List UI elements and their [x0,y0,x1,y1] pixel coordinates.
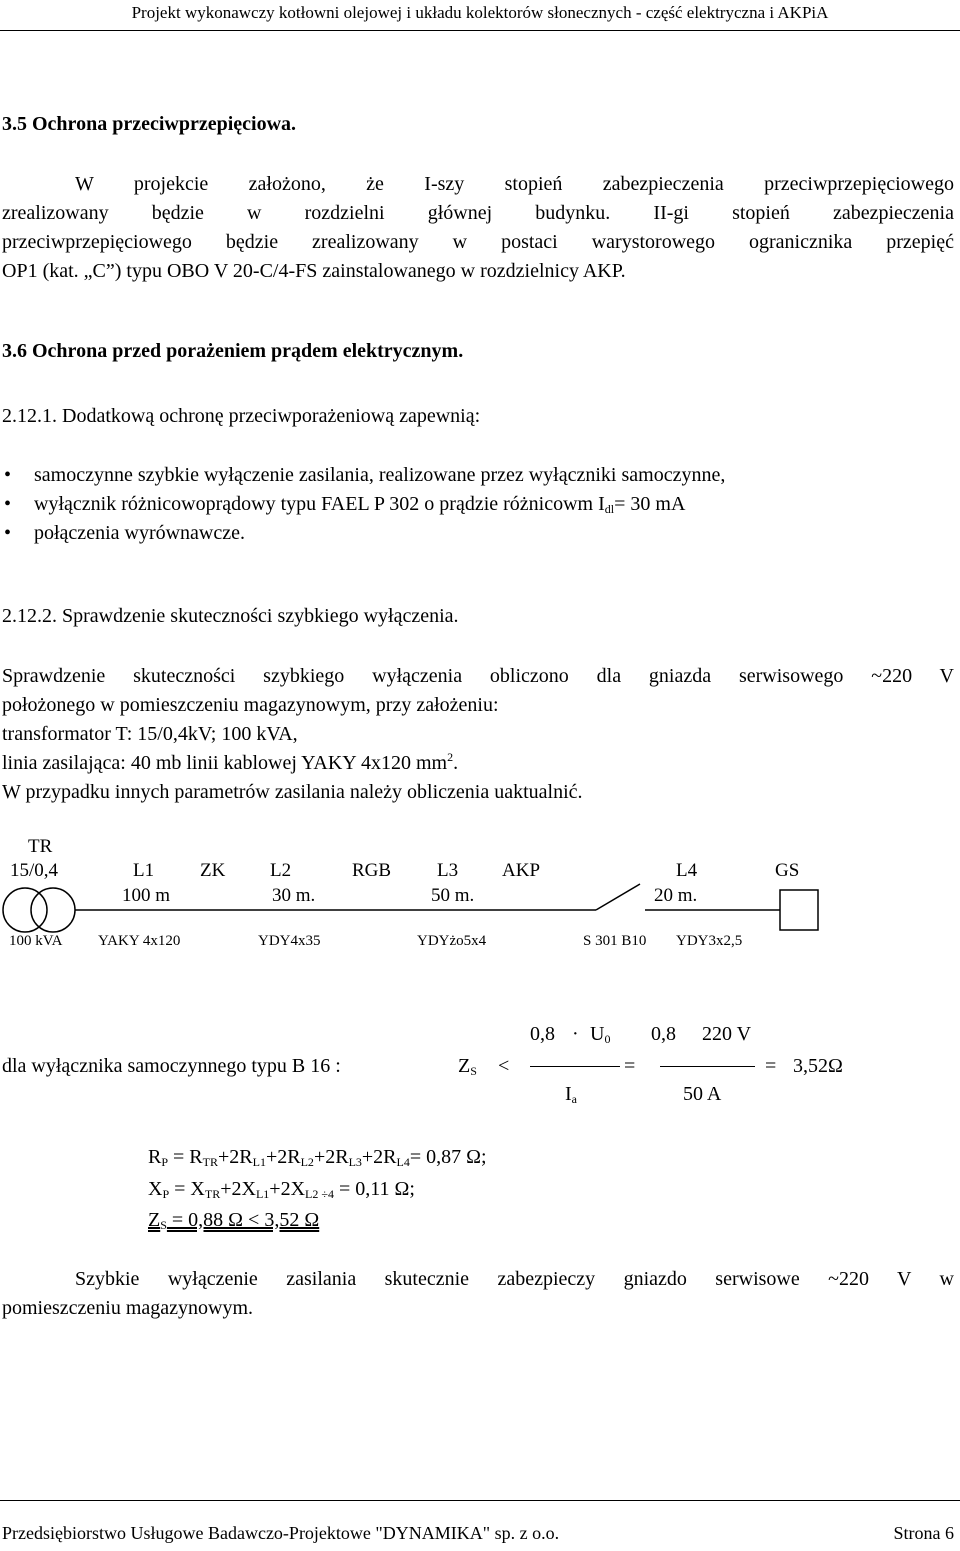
s35-line-2: zrealizowany będzie w rozdzielni głównej budynku. II-gi stopień zabezpieczenia [2,202,954,224]
calc-xp [148,1178,415,1201]
formula-i-sub: a [571,1092,577,1106]
formula-num1-u [590,1023,610,1046]
header-title: Projekt wykonawczy kotłowni olejowej i układu kolektorów słonecznych - część elektryczna i AKPiA [131,3,829,22]
formula-i-symbol: I [565,1083,572,1105]
breaker-switch-icon [596,884,640,910]
rp-c-sub: L1 [252,1155,266,1169]
diagram-length-l1: 100 m [122,885,171,906]
transformer-winding-1-icon [3,888,47,932]
diagram-length-l4: 20 m. [654,885,698,906]
fraction-bar-1 [530,1066,620,1067]
transformer-winding-2-icon [31,888,75,932]
diagram-label-l3: L3 [437,860,459,881]
rp-a-sub: P [161,1155,169,1169]
assumption-line-4 [2,749,954,778]
rp-f-sub: L4 [396,1155,410,1169]
conclusion-line-1: Szybkie wyłączenie zasilania skutecznie zabezpieczy gniazdo serwisowe ~220 V w [75,1268,954,1290]
rp-g: = 0,87 Ω; [409,1146,487,1168]
rp-e-sub: L3 [348,1155,362,1169]
formula-den1 [565,1083,577,1106]
formula-u-sub: 0 [604,1032,611,1046]
xp-a-sub: P [162,1187,170,1201]
assumption-line-5: W przypadku innych parametrów zasilania należy obliczenia uaktualnić. [2,781,583,803]
formula-zs-symbol: Z [458,1055,471,1077]
zs-a-sub: S [160,1218,167,1232]
diagram-kva: 100 kVA [9,933,63,949]
calc-zs [148,1209,319,1232]
formula-lt: < [498,1055,510,1077]
assumption-line-1: Sprawdzenie skuteczności szybkiego wyłączenia obliczono dla gniazda serwisowego ~220 V [2,665,954,687]
formula-num1-dot: · [572,1023,579,1045]
rp-b-sub: TR [202,1155,218,1169]
rp-d: +2R [265,1146,301,1168]
formula-eq1: = [624,1055,636,1077]
diagram-length-l2: 30 m. [272,885,316,906]
diagram-label-gs: GS [775,860,800,881]
formula-u-symbol: U [590,1023,605,1045]
subsection-2-12-2: 2.12.2. Sprawdzenie skuteczności szybkiego wyłączenia. [2,605,459,627]
s35-line-3: przeciwprzepięciowego będzie zrealizowany w postaci warystorowego ogranicznika przepięć [2,231,954,253]
bullet-text-2: wyłącznik różnicowoprądowy typu FAEL P 302 o prądzie różnicowm I [34,493,605,515]
xp-d: +2X [269,1178,306,1200]
formula-zs [458,1055,477,1078]
formula-num1-a: 0,8 [530,1023,555,1045]
bullet-text-1: samoczynne szybkie wyłączenie zasilania, realizowane przez wyłączniki samoczynne, [34,464,726,486]
s35-line-4: OP1 (kat. „C”) typu OBO V 20-C/4-FS zainstalowanego w rozdzielnicy AKP. [2,260,626,282]
diagram-cable-2: YDY4x35 [258,933,321,949]
diagram-label-l1: L1 [133,860,155,881]
formula-zs-sub: S [470,1064,477,1078]
formula-num2-b: 220 V [702,1023,752,1045]
diagram-label-l4: L4 [676,860,698,881]
page-header [0,0,960,31]
zs-b: = 0,88 Ω < 3,52 Ω [166,1209,320,1231]
formula-den2: 50 A [683,1083,722,1105]
bullet-text-2-post: = 30 mA [614,493,686,515]
list-item [4,461,725,490]
xp-a: X [148,1178,163,1200]
conclusion-line-2: pomieszczeniu magazynowym. [2,1297,254,1319]
bullet-icon: • [4,522,12,544]
xp-b: = X [169,1178,205,1200]
rp-c: +2R [218,1146,253,1168]
diagram-tr-label: TR [28,836,53,857]
bullet-icon: • [4,464,12,486]
rp-f: +2R [361,1146,397,1168]
s35-line-1: W projekcie założono, że I-szy stopień zabezpieczenia przeciwprzepięciowego [75,173,954,195]
assumption-line-2: położonego w pomieszczeniu magazynowym, przy założeniu: [2,694,499,716]
bullet-icon: • [4,493,12,515]
diagram-label-rgb: RGB [352,860,392,881]
assumption-line-3: transformator T: 15/0,4kV; 100 kVA, [2,723,298,745]
diagram-cable-3: YDYżo5x4 [417,933,487,949]
diagram-cable-4: YDY3x2,5 [676,933,743,949]
rp-a: R [148,1146,162,1168]
xp-d-sub: L2 ÷4 [305,1187,334,1201]
list-item [4,519,725,548]
xp-b-sub: TR [204,1187,221,1201]
socket-box-icon [780,890,818,930]
subsection-2-12-1: 2.12.1. Dodatkową ochronę przeciwporażeniową zapewnią: [2,405,481,427]
assumption-line-4-text: linia zasilająca: 40 mb linii kablowej YAKY 4x120 mm [2,752,448,774]
zs-a: Z [148,1209,161,1231]
xp-e: = 0,11 Ω; [333,1178,415,1200]
section-3-5-paragraph [2,170,954,286]
rp-d-sub: L2 [300,1155,314,1169]
calc-assumptions-paragraph [2,662,954,807]
assumption-line-4-end: . [453,752,459,774]
mm-squared-sup: 2 [447,750,454,764]
conclusion-paragraph [2,1265,954,1323]
formula-label: dla wyłącznika samoczynnego typu B 16 : [2,1055,341,1077]
formula-eq2: = [765,1055,777,1077]
formula-result: 3,52Ω [793,1055,843,1077]
diagram-label-akp: AKP [502,860,541,881]
rp-e: +2R [313,1146,349,1168]
diagram-length-l3: 50 m. [431,885,475,906]
diagram-cable-1: YAKY 4x120 [98,933,181,949]
diagram-label-l2: L2 [270,860,292,881]
diagram-tr-ratio: 15/0,4 [10,860,59,881]
fraction-bar-2 [660,1066,755,1067]
bullet-text-2-sub: dl [604,502,615,516]
formula-num2-a: 0,8 [651,1023,676,1045]
diagram-label-zk: ZK [200,860,226,881]
rp-b: = R [168,1146,203,1168]
xp-c-sub: L1 [255,1187,270,1201]
footer-page-number: Strona 6 [893,1523,954,1543]
xp-c: +2X [220,1178,256,1200]
diagram-breaker: S 301 B10 [583,933,647,949]
protection-bullet-list [4,461,725,548]
footer-company: Przedsiębiorstwo Usługowe Badawczo-Projektowe "DYNAMIKA" sp. z o.o. [2,1523,560,1543]
section-3-5-heading: 3.5 Ochrona przeciwprzepięciowa. [2,113,297,135]
section-3-6-heading: 3.6 Ochrona przed porażeniem prądem elektrycznym. [2,340,464,362]
calc-rp [148,1146,487,1169]
list-item [4,490,725,519]
bullet-text-3: połączenia wyrównawcze. [34,522,245,544]
page-footer [0,1500,960,1551]
